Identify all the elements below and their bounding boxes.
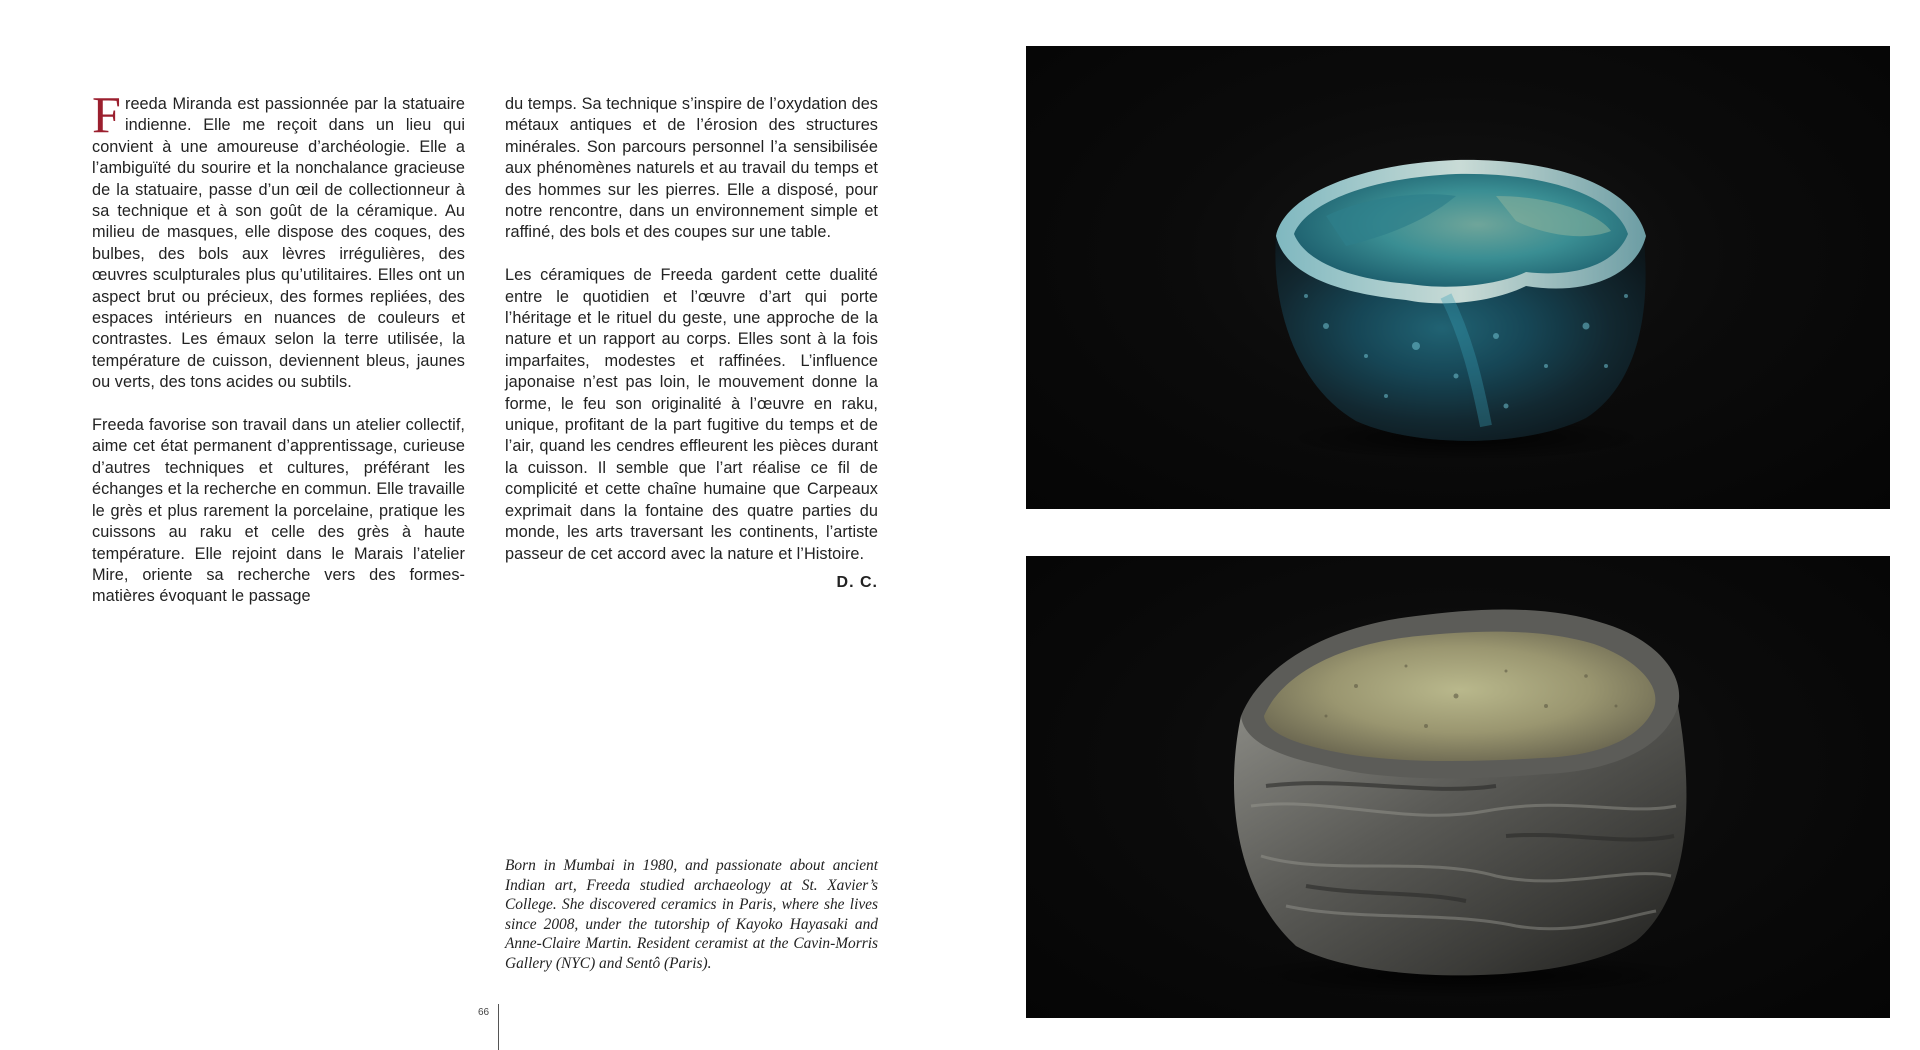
turquoise-bowl-image — [1026, 46, 1890, 509]
author-signature: D. C. — [836, 574, 878, 592]
paragraph-text: reeda Miranda est passionnée par la statuaire indienne. Elle me reçoit dans un lieu qui convient à une amoureuse d’archéologie. Elle a l’ambiguïté du sourire et la nonchalance gracieuse de la statuaire, passe d’un œil de collectionneur à sa technique et à son goût de la céramique. Au milieu de masques, elle dispose des coques, des bulbes, des bols aux lèvres irrégulières, des œuvres sculpturales plus qu’utilitaires. Elles ont un aspect brut ou précieux, des formes repliées, des espaces intérieurs en nuances de couleurs et contrastes. Les émaux selon la terre utilisée, la température de cuisson, deviennent bleus, jaunes ou verts, des tons acides ou subtils. — [92, 95, 465, 392]
page-number: 66 — [478, 1007, 490, 1018]
dropcap-letter: F — [92, 87, 121, 144]
article-paragraph — [92, 87, 465, 394]
article-paragraph: du temps. Sa technique s’inspire de l’oxydation des métaux antiques et de l’érosion des structures minérales. Son parcours personnel l’a sensibilisée aux phénomènes naturels et au travail du temps et des hommes sur les pierres. Elle a disposé, pour notre rencontre, dans un environnement simple et raffiné, des bols et des coupes sur une table. — [505, 95, 878, 242]
article-column-left — [92, 87, 465, 629]
artist-biography-caption: Born in Mumbai in 1980, and passionate about ancient Indian art, Freeda studied archaeology at St. Xavier’s College. She discovered ceramics in Paris, where she lives since 2008, under the tutorship of Kayoko Hayasaki and Anne-Claire Martin. Resident ceramist at the Cavin-Morris Gallery (NYC) and Sentô (Paris). — [505, 857, 878, 972]
photo-metallic-bowl — [1026, 556, 1890, 1018]
photo-turquoise-bowl — [1026, 46, 1890, 509]
article-paragraph: Les céramiques de Freeda gardent cette dualité entre le quotidien et l’œuvre d’art qui porte l’héritage et le rituel du geste, une approche de la nature et un rapport au corps. Elles sont à la fois imparfaites, modestes et raffinées. L’influence japonaise n’est pas loin, le mouvement donne la forme, le feu son originalité à l’œuvre en raku, unique, profitant de la part fugitive du temps et de l’air, quand les cendres effleurent les pièces durant la cuisson. Il semble que l’art réalise ce fil de complicité et cette chaîne humaine que Carpeaux exprimait dans la fontaine des quatre parties du monde, les arts traversant les continents, l’artiste passeur de cet accord avec la nature et l’Histoire. — [505, 266, 878, 563]
metallic-bowl-image — [1026, 556, 1890, 1018]
article-paragraph: Freeda favorise son travail dans un atelier collectif, aime cet état permanent d’apprentissage, curieuse d’autres techniques et cultures, préférant les échanges et la recherche en commun. Elle travaille le grès et plus rarement la porcelaine, pratique les cuissons au raku et celle des grès à haute température. Elle rejoint dans le Marais l’atelier Mire, oriente sa recherche vers des formes-matières évoquant le passage — [92, 416, 465, 606]
page-number-rule — [498, 1004, 499, 1050]
article-column-right — [505, 94, 878, 594]
